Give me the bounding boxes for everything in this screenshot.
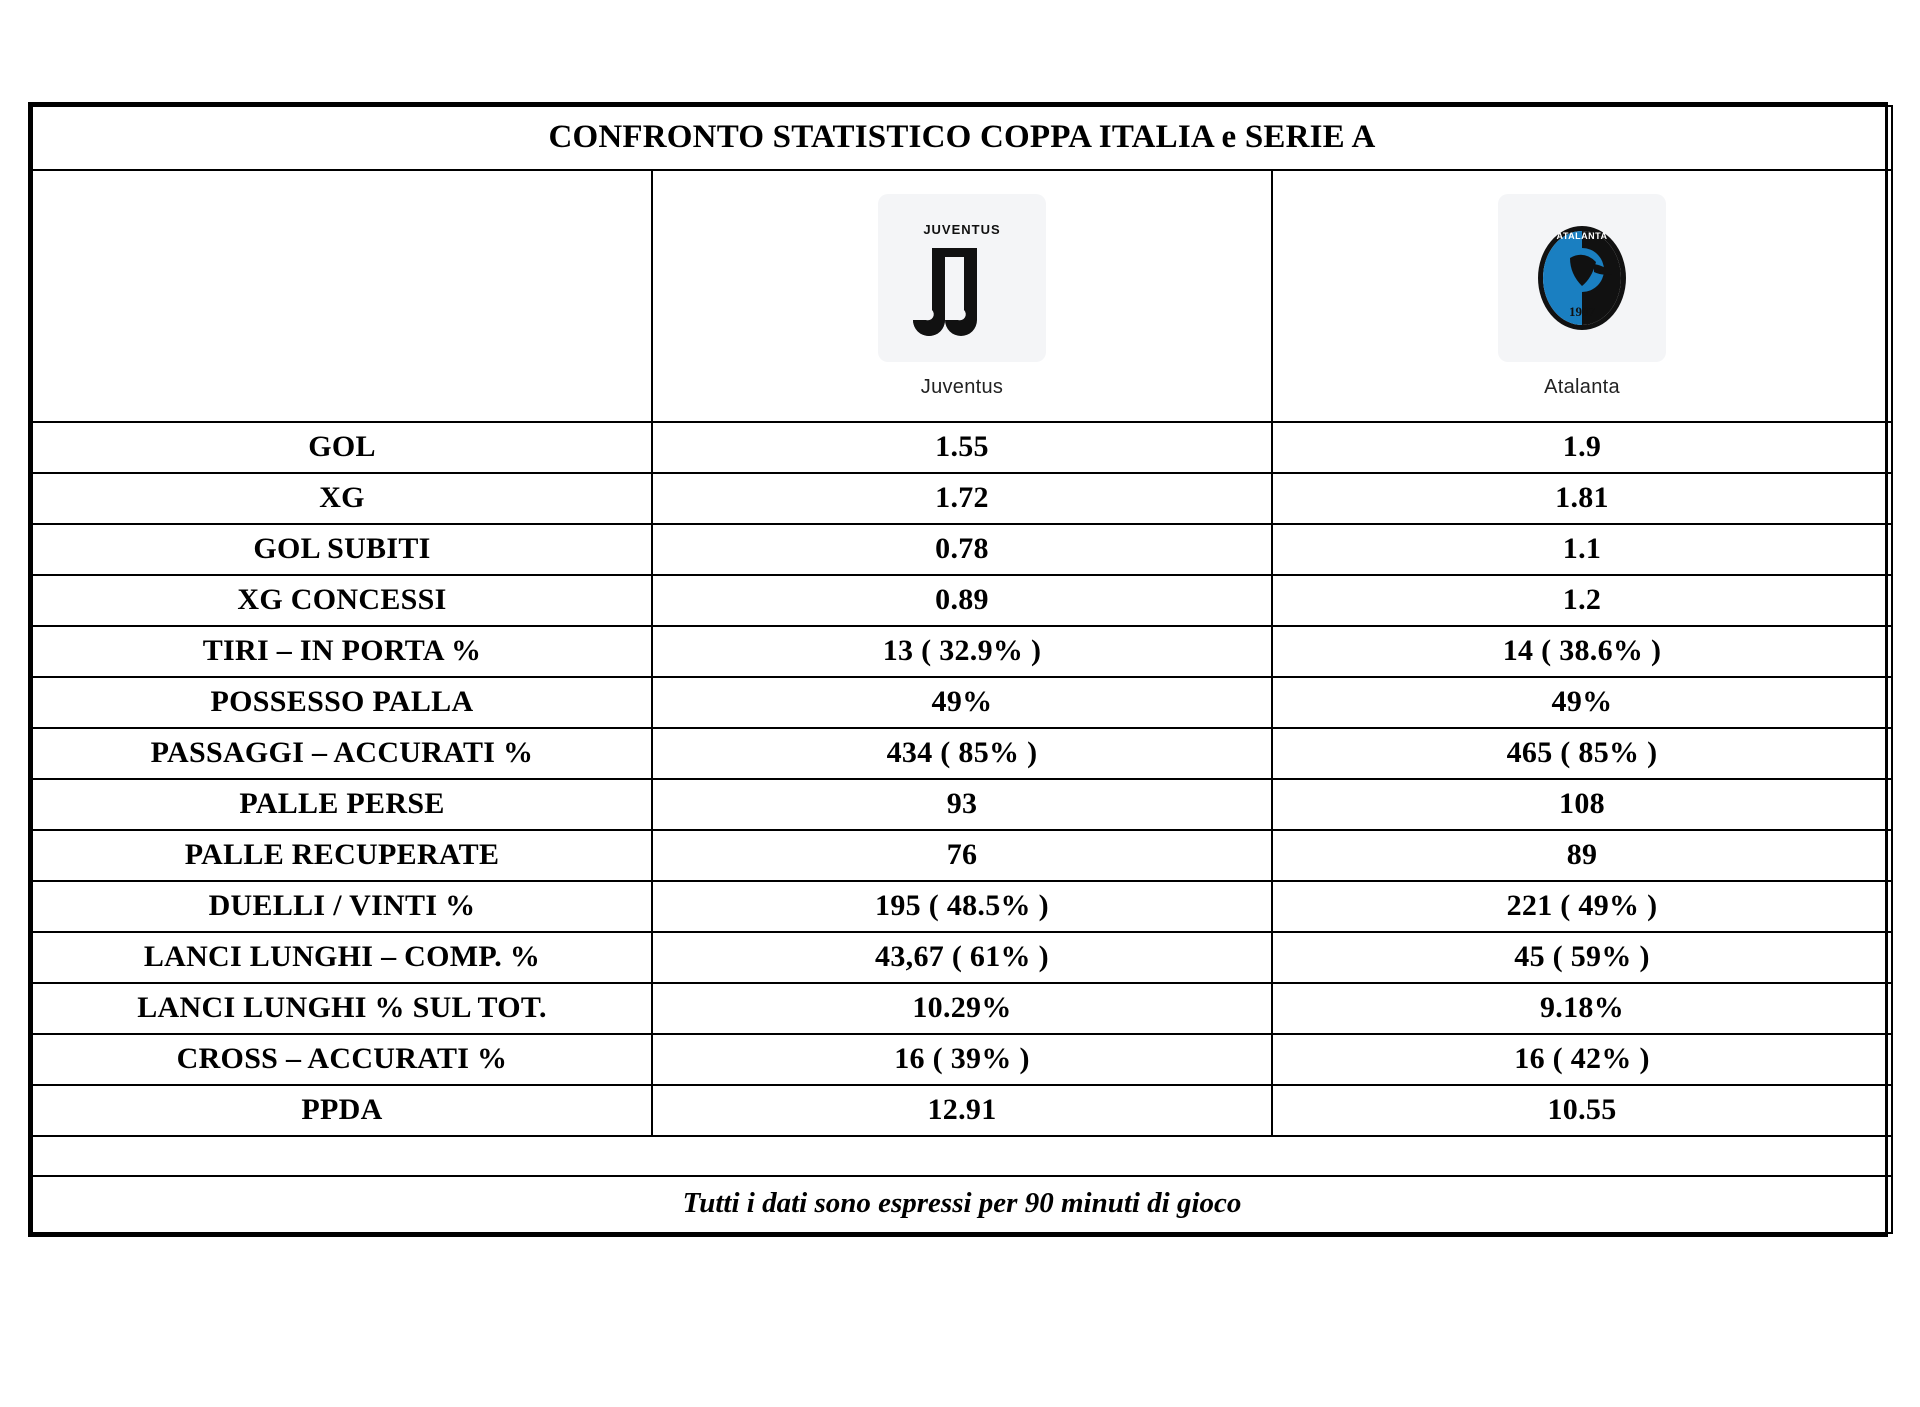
table-row: [32, 932, 1892, 983]
table-row: [32, 830, 1892, 881]
stat-value-away: 1.2: [1272, 575, 1892, 626]
stat-label: GOL SUBITI: [32, 524, 652, 575]
stat-value-away: 10.55: [1272, 1085, 1892, 1136]
stat-value-home: 195 ( 48.5% ): [652, 881, 1272, 932]
stat-label: GOL: [32, 422, 652, 473]
page-title: CONFRONTO STATISTICO COPPA ITALIA e SERIE A: [32, 106, 1892, 170]
stat-label: XG: [32, 473, 652, 524]
stat-value-home: 1.55: [652, 422, 1272, 473]
stat-value-away: 14 ( 38.6% ): [1272, 626, 1892, 677]
spacer-cell: [32, 1136, 1892, 1176]
stat-value-home: 10.29%: [652, 983, 1272, 1034]
stats-table-container: [28, 102, 1888, 1237]
stat-label: CROSS – ACCURATI %: [32, 1034, 652, 1085]
stat-value-home: 76: [652, 830, 1272, 881]
stat-label: LANCI LUNGHI % SUL TOT.: [32, 983, 652, 1034]
table-row: [32, 422, 1892, 473]
stat-value-home: 12.91: [652, 1085, 1272, 1136]
stat-value-away: 1.9: [1272, 422, 1892, 473]
stat-label: PALLE RECUPERATE: [32, 830, 652, 881]
table-row: [32, 575, 1892, 626]
svg-text:ATALANTA: ATALANTA: [1556, 230, 1608, 241]
table-row: [32, 1085, 1892, 1136]
stat-value-away: 89: [1272, 830, 1892, 881]
juventus-crest-icon: [878, 194, 1046, 362]
stat-value-home: 1.72: [652, 473, 1272, 524]
svg-text:JUVENTUS: JUVENTUS: [923, 221, 1001, 237]
team-header-row: [32, 170, 1892, 422]
stat-value-away: 108: [1272, 779, 1892, 830]
stat-value-away: 465 ( 85% ): [1272, 728, 1892, 779]
table-row: [32, 881, 1892, 932]
stat-value-away: 1.1: [1272, 524, 1892, 575]
stat-value-away: 1.81: [1272, 473, 1892, 524]
stat-value-away: 9.18%: [1272, 983, 1892, 1034]
stats-table: [31, 105, 1893, 1234]
stat-value-home: 0.78: [652, 524, 1272, 575]
table-row: [32, 728, 1892, 779]
stat-value-home: 0.89: [652, 575, 1272, 626]
table-row: [32, 626, 1892, 677]
stat-value-home: 49%: [652, 677, 1272, 728]
footer-row: [32, 1176, 1892, 1233]
stat-value-away: 16 ( 42% ): [1272, 1034, 1892, 1085]
stat-value-home: 43,67 ( 61% ): [652, 932, 1272, 983]
table-row: [32, 524, 1892, 575]
stat-value-home: 16 ( 39% ): [652, 1034, 1272, 1085]
table-row: [32, 473, 1892, 524]
stat-label: PPDA: [32, 1085, 652, 1136]
stat-value-away: 45 ( 59% ): [1272, 932, 1892, 983]
empty-header-cell: [32, 170, 652, 422]
stat-label: PALLE PERSE: [32, 779, 652, 830]
stat-value-away: 49%: [1272, 677, 1892, 728]
table-row: [32, 983, 1892, 1034]
stat-value-home: 13 ( 32.9% ): [652, 626, 1272, 677]
footer-note: Tutti i dati sono espressi per 90 minuti di gioco: [32, 1176, 1892, 1233]
team-header-away: [1272, 170, 1892, 422]
team-name-home: Juventus: [920, 375, 1004, 398]
title-row: [32, 106, 1892, 170]
stat-value-home: 434 ( 85% ): [652, 728, 1272, 779]
team-header-home: [652, 170, 1272, 422]
table-row: [32, 677, 1892, 728]
team-name-away: Atalanta: [1544, 375, 1620, 398]
stat-label: POSSESSO PALLA: [32, 677, 652, 728]
stats-table-body: [32, 106, 1892, 1233]
stat-label: XG CONCESSI: [32, 575, 652, 626]
stat-label: PASSAGGI – ACCURATI %: [32, 728, 652, 779]
table-row: [32, 1034, 1892, 1085]
table-row: [32, 779, 1892, 830]
stat-value-home: 93: [652, 779, 1272, 830]
svg-text:1907: 1907: [1569, 303, 1595, 319]
stat-label: DUELLI / VINTI %: [32, 881, 652, 932]
stat-value-away: 221 ( 49% ): [1272, 881, 1892, 932]
atalanta-crest-icon: [1498, 194, 1666, 362]
stat-label: TIRI – IN PORTA %: [32, 626, 652, 677]
stat-label: LANCI LUNGHI – COMP. %: [32, 932, 652, 983]
spacer-row: [32, 1136, 1892, 1176]
